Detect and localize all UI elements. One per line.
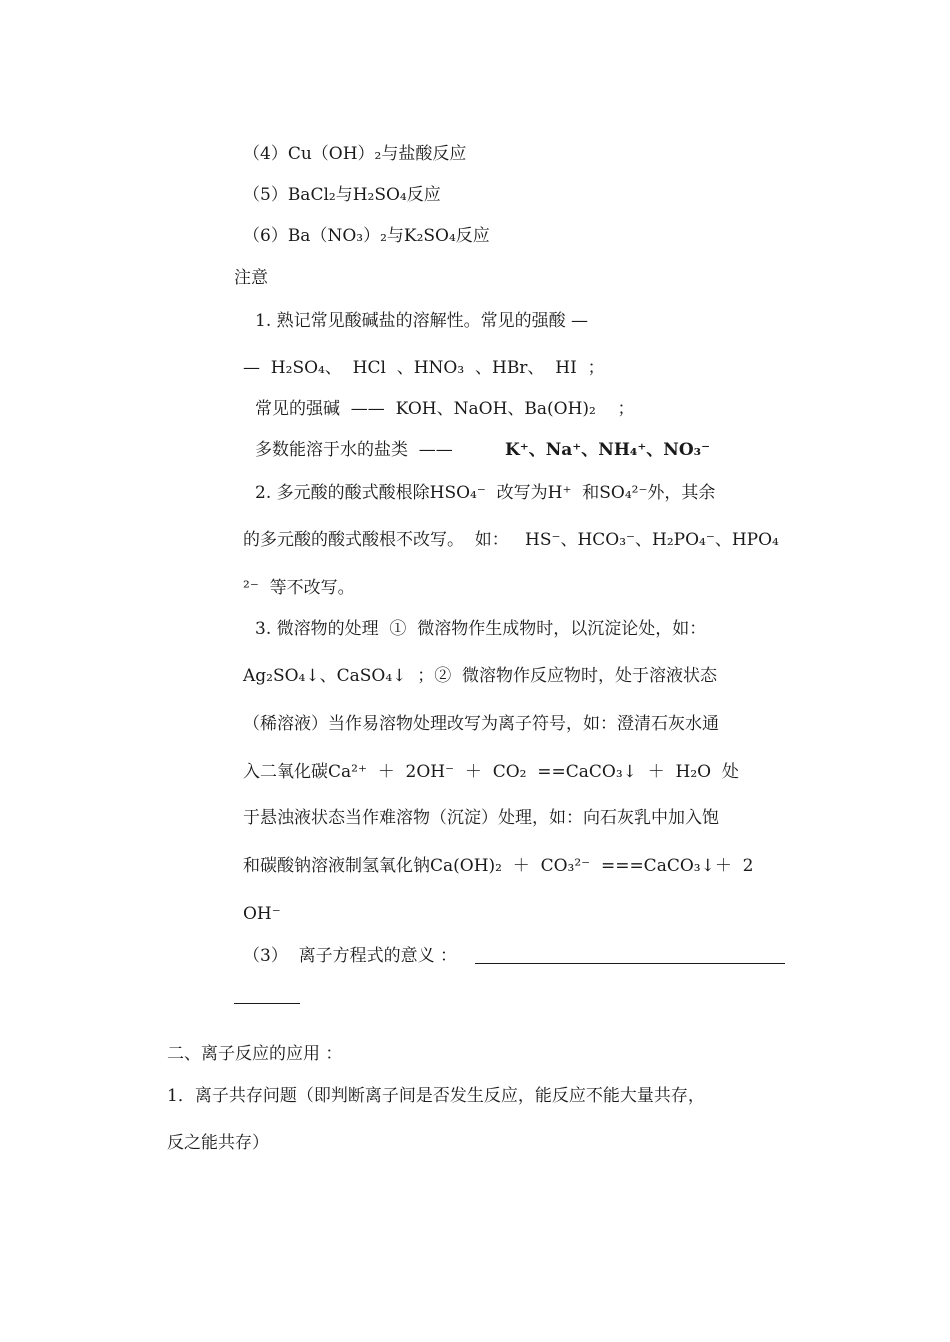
soluble-ions-list: K⁺、Na⁺、NH₄⁺、NO₃⁻ <box>505 440 711 460</box>
section-heading-note: 注意 <box>234 268 268 288</box>
text-line-20: （3） 离子方程式的意义 ： <box>243 946 458 966</box>
text-line-18: 和碳酸钠溶液制氢氧化钠Ca(OH)₂ ＋ CO₃²⁻ ===CaCO₃↓＋ 2 <box>243 856 754 876</box>
text-line-8: 多数能溶于水的盐类 —— <box>255 440 464 460</box>
text-line-17: 于悬浊液状态当作难溶物（沉淀）处理，如：向石灰乳中加入饱 <box>243 808 719 828</box>
text-line-2: （5）BaCl₂与H₂SO₄反应 <box>243 185 441 205</box>
text-line-23: 反之能共存） <box>167 1133 269 1153</box>
section-heading-applications: 二、离子反应的应用 ： <box>167 1044 343 1064</box>
text-line-5: 1. 熟记常见酸碱盐的溶解性。常见的强酸 — <box>255 311 589 331</box>
text-line-10: 2. 多元酸的酸式酸根除HSO₄⁻ 改写为H⁺ 和SO₄²⁻外，其余 <box>255 483 716 503</box>
text-line-19: OH⁻ <box>243 904 281 924</box>
text-line-3: （6）Ba（NO₃）₂与K₂SO₄反应 <box>243 226 490 246</box>
text-line-16: 入二氧化碳Ca²⁺ ＋ 2OH⁻ ＋ CO₂ ==CaCO₃↓ ＋ H₂O 处 <box>243 762 739 782</box>
text-line-1: （4）Cu（OH）₂与盐酸反应 <box>243 144 467 164</box>
answer-blank-line-2 <box>234 1003 300 1004</box>
text-line-12: ²⁻ 等不改写。 <box>243 578 355 598</box>
text-line-7: 常见的强碱 —— KOH、NaOH、Ba(OH)₂ ； <box>255 399 635 419</box>
text-line-22: 1．离子共存问题（即判断离子间是否发生反应，能反应不能大量共存， <box>167 1086 705 1106</box>
text-line-11: 的多元酸的酸式酸根不改写。 如： HS⁻、HCO₃⁻、H₂PO₄⁻、HPO₄ <box>243 530 779 550</box>
text-line-13: 3. 微溶物的处理 ① 微溶物作生成物时，以沉淀论处，如： <box>255 619 707 639</box>
text-line-6: — H₂SO₄、 HCl 、HNO₃ 、HBr、 HI ； <box>243 358 605 378</box>
text-line-15: （稀溶液）当作易溶物处理改写为离子符号，如：澄清石灰水通 <box>243 714 719 734</box>
answer-blank-line-1 <box>475 963 785 964</box>
text-line-14: Ag₂SO₄↓、CaSO₄↓ ；② 微溶物作反应物时，处于溶液状态 <box>243 666 718 686</box>
